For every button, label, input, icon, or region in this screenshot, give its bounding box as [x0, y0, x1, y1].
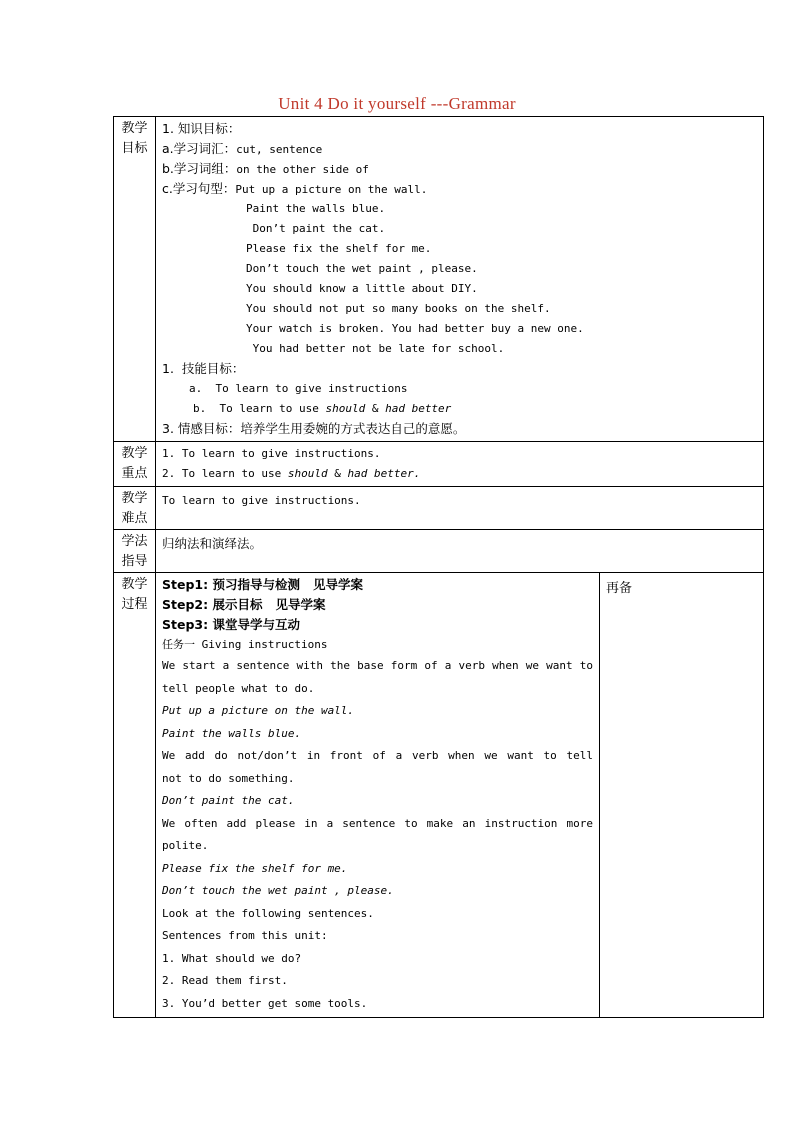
difficulty-text: To learn to give instructions.	[162, 494, 361, 507]
vocab-label: a.学习词汇：	[162, 141, 237, 156]
row-difficulty	[114, 487, 764, 530]
skill-b-amp: &	[365, 402, 386, 415]
label-line: 过程	[121, 597, 148, 612]
revision-notes-cell	[600, 573, 764, 1018]
goals-content	[156, 117, 764, 442]
step-3: Step3: 课堂导学与互动	[162, 617, 300, 632]
pattern-line: Please fix the shelf for me.	[246, 242, 432, 255]
paragraph-line: We add do not/don’t in front of a verb when we want to tell	[162, 749, 593, 762]
phrase-label: b.学习词组：	[162, 161, 237, 176]
label-line: 教学	[121, 121, 148, 136]
row-label-method	[114, 530, 156, 573]
row-goals	[114, 117, 764, 442]
key-line-2-prefix: 2. To learn to use	[162, 467, 288, 480]
label-line: 指导	[121, 554, 148, 569]
label-line: 重点	[121, 466, 148, 481]
example-sentence: Don’t paint the cat.	[162, 794, 295, 807]
document-title: Unit 4 Do it yourself ---Grammar	[278, 94, 516, 113]
paragraph-line: tell people what to do.	[162, 681, 315, 695]
pattern-line: You had better not be late for school.	[246, 342, 505, 355]
label-line: 教学	[121, 577, 148, 592]
paragraph-line: not to do something.	[162, 771, 295, 785]
key-content	[156, 442, 764, 487]
skill-b-should: should	[325, 402, 366, 415]
label-line: 教学	[121, 491, 148, 506]
emotion-goal: 3. 情感目标：培养学生用委婉的方式表达自己的意愿。	[162, 421, 466, 436]
key-line-1: 1. To learn to give instructions.	[162, 447, 381, 460]
pattern-line: You should know a little about DIY.	[246, 282, 478, 295]
label-line: 难点	[121, 511, 148, 526]
key-line-2-amp: &	[327, 467, 348, 480]
key-line-2-had: had better.	[347, 467, 421, 480]
lesson-plan-table	[113, 116, 764, 1018]
skill-a: a. To learn to give instructions	[189, 382, 408, 395]
unit-sentence: 1. What should we do?	[162, 951, 302, 965]
pattern-line: Don’t touch the wet paint , please.	[246, 262, 478, 275]
example-sentence: Paint the walls blue.	[162, 726, 302, 740]
revision-label: 再备	[606, 581, 633, 596]
label-line: 目标	[121, 141, 148, 156]
unit-sentence: 3. You’d better get some tools.	[162, 996, 368, 1010]
example-sentence: Please fix the shelf for me.	[162, 861, 348, 875]
skill-b-prefix: b. To learn to use	[193, 402, 326, 415]
paragraph-line: Sentences from this unit:	[162, 929, 328, 942]
task-1: 任务一 Giving instructions	[162, 638, 328, 651]
row-label-difficulty	[114, 487, 156, 530]
phrase-text: on the other side of	[236, 163, 369, 176]
pattern-line: Paint the walls blue.	[246, 202, 386, 215]
pattern-line	[162, 179, 757, 199]
skill-b-had: had better	[385, 402, 452, 415]
row-key-points	[114, 442, 764, 487]
pattern-line: You should not put so many books on the shelf.	[246, 302, 551, 315]
process-content	[156, 573, 600, 1018]
unit-sentence: 2. Read them first.	[162, 974, 288, 987]
row-label-goals	[114, 117, 156, 442]
row-process	[114, 573, 764, 1018]
knowledge-heading: 1. 知识目标：	[162, 121, 241, 136]
pattern-label: c.学习句型：	[162, 181, 236, 196]
row-method	[114, 530, 764, 573]
skill-heading: 1. 技能目标：	[162, 361, 245, 376]
phrase-line	[162, 159, 757, 179]
label-line: 学法	[121, 534, 148, 549]
step-2: Step2: 展示目标 见导学案	[162, 597, 326, 612]
example-sentence: Don’t touch the wet paint , please.	[162, 884, 394, 897]
step-1: Step1: 预习指导与检测 见导学案	[162, 577, 364, 592]
example-sentence: Put up a picture on the wall.	[162, 704, 355, 717]
method-content	[156, 530, 764, 573]
row-label-key	[114, 442, 156, 487]
pattern-text: Put up a picture on the wall.	[235, 183, 428, 196]
pattern-line: Don’t paint the cat.	[246, 222, 386, 235]
label-line: 教学	[121, 446, 148, 461]
skill-b	[162, 399, 757, 419]
key-line-2	[162, 464, 757, 484]
row-label-process	[114, 573, 156, 1018]
vocab-line	[162, 139, 757, 159]
key-line-2-should: should	[287, 467, 328, 480]
pattern-line: Your watch is broken. You had better buy a new one.	[246, 322, 584, 335]
paragraph-line: We often add please in a sentence to make an instruction more	[162, 816, 593, 830]
method-text: 归纳法和演绎法。	[162, 536, 263, 551]
paragraph-line: We start a sentence with the base form of a verb when we want to	[162, 659, 593, 672]
vocab-text: cut, sentence	[236, 143, 323, 156]
paragraph-line: Look at the following sentences.	[162, 906, 374, 920]
difficulty-content	[156, 487, 764, 530]
paragraph-line: polite.	[162, 839, 209, 852]
